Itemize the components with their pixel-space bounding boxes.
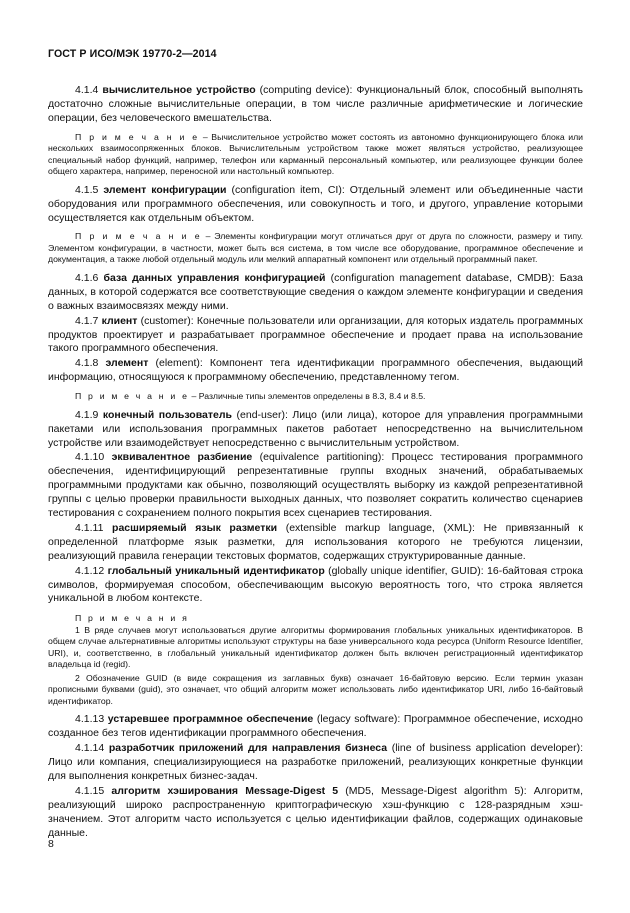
entry-4-1-10: 4.1.10 эквивалентное разбиение (equivalence partitioning): Процесс тестирования программного обеспечения, идентифицирующий репрезентативные группы входных значений, обрабатываемых программными продуктами как обычно, позволяющий осуществлять выборку из каждой репрезентативной группы с целью проверки правильности выходных данных, что позволяет сократить количество сценариев тестирования с сохранением полного покрытия всех сценариев тестирования. xyxy=(48,451,583,520)
entry-4-1-15: 4.1.15 алгоритм хэширования Message-Digest 5 (MD5, Message-Digest algorithm 5): Алгоритм, реализующий широко распространенную криптографическую хэш-функцию с 128-разрядным хэш-значением. Этот алгоритм часто используется с целью идентификации файлов, содержащих одинаковые данные. xyxy=(48,784,583,839)
note-4-1-8: П р и м е ч а н и е – Различные типы элементов определены в 8.3, 8.4 и 8.5. xyxy=(75,391,426,402)
entry-4-1-13: 4.1.13 устаревшее программное обеспечение (legacy software): Программное обеспечение, исходно созданное без тегов идентификации программного обеспечения. xyxy=(48,713,583,740)
entry-4-1-8: 4.1.8 элемент (element): Компонент тега идентификации программного обеспечения, выдающий информацию, относящуюся к программному обеспечению, представленному тегом. xyxy=(48,357,584,384)
entry-4-1-5: 4.1.5 элемент конфигурации (configuration item, CI): Отдельный элемент или объединенные части оборудования или программного обеспечения, или совокупность и того, и другого, управление которыми осуществляется как отдельным объектом. xyxy=(48,183,583,224)
entry-4-1-6: 4.1.6 база данных управления конфигурацией (configuration management database, CMDB): База данных, в которой содержатся все соответствующие сведения о каждом элементе конфигурации и сведения о важных взаимосвязях между ними. xyxy=(48,271,583,312)
notes-heading: П р и м е ч а н и я xyxy=(75,613,189,624)
note-4-1-5: П р и м е ч а н и е – Элементы конфигурации могут отличаться друг от друга по сложности, размеру и типу. Элементом конфигурации, в частности, может быть вся система, в том числе все оборудование, программное обеспечение и документация, а также любой отдельный модуль или мелкий аппаратный компонент или отдельный программный пакет. xyxy=(48,231,583,265)
document-header: ГОСТ Р ИСО/МЭК 19770-2—2014 xyxy=(48,48,217,60)
entry-4-1-14: 4.1.14 разработчик приложений для направления бизнеса (line of business application developer): Лицо или компания, специализирующиеся на разработке приложений, реализующих конкретные функции для выполнения конкретных бизнес-задач. xyxy=(48,742,584,782)
entry-4-1-7: 4.1.7 клиент (customer): Конечные пользователи или организации, для которых издатель программных продуктов проектирует и разрабатывает программное обеспечение и продает права на использование такого программного обеспечения. xyxy=(48,314,584,355)
page-number: 8 xyxy=(48,838,54,850)
entry-4-1-12: 4.1.12 глобальный уникальный идентификатор (globally unique identifier, GUID): 16-байтовая строка символов, формируемая способом, обеспечивающим высокую вероятность того, что строка является уникальной в любом контексте. xyxy=(48,564,584,605)
note-4-1-4: П р и м е ч а н и е – Вычислительное устройство может состоять из автономно функционирующего блока или нескольких взаимосопряженных блоков. Вычислительным устройством также может являться устройство, реализующее специальный набор функций, например, телефон или карманный персональный компьютер, или реализующее функции более общего характера, например, переносной или настольный компьютер. xyxy=(48,131,583,177)
note-4-1-12-2: 2 Обозначение GUID (в виде сокращения из заглавных букв) означает 16-байтовую версию. Если термин указан прописными буквами (guid), это означает, что общий алгоритм может использовать либо идентификатор URI, либо 16-байтовый идентификатор. xyxy=(48,672,583,706)
note-4-1-12-1: 1 В ряде случаев могут использоваться другие алгоритмы формирования глобальных уникальных идентификаторов. В общем случае альтернативные алгоритмы используют структуры на базе универсального кода ресурса (Uniform Resource Identifier, URI), и, соответственно, в глобальный уникальный идентификатор должен быть включен регистрационный идентификатор владельца id (regid). xyxy=(48,624,583,670)
entry-4-1-4: 4.1.4 вычислительное устройство (computing device): Функциональный блок, способный выполнять достаточно сложные вычислительные операции, в том числе различные арифметические и логические операции, без человеческого вмешательства. xyxy=(48,84,583,124)
entry-4-1-9: 4.1.9 конечный пользователь (end-user): Лицо (или лица), которое для управления программными пакетами или использования программных пакетов работает непосредственно на вычислительном устройстве или взаимодействует непосредственно с вычислительным устройством. xyxy=(48,408,583,449)
entry-4-1-11: 4.1.11 расширяемый язык разметки (extensible markup language, (XML): Не привязанный к определенной платформе язык разметки, для использования которого не требуются лицензии, реализующий правила генерации текстовых форматов, содержащих структурированные данные. xyxy=(48,521,584,562)
